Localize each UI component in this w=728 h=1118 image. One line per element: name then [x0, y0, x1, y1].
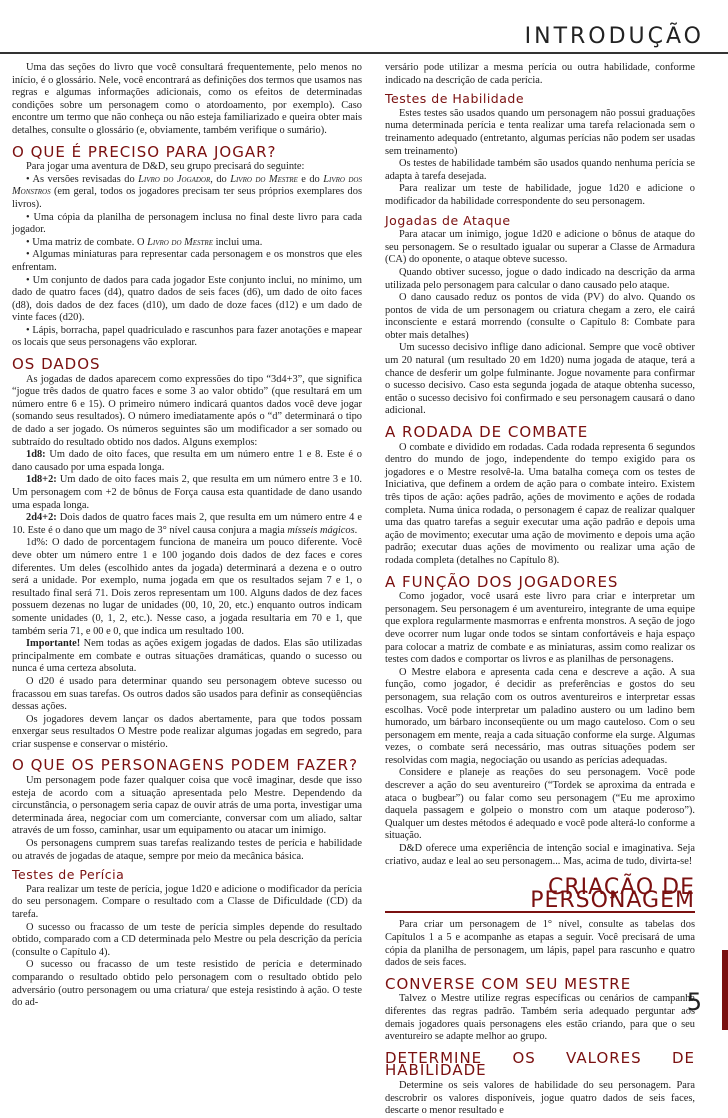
page-edge-bar [722, 950, 728, 1030]
dice-example: 1d8: Um dado de oito faces, que resulta em um número entre 1 e 8. Este é o dano causado por uma espada longa. [12, 449, 362, 473]
heading-what-characters-do: O QUE OS PERSONAGENS PODEM FAZER? [12, 756, 359, 775]
left-column [12, 62, 362, 1010]
paragraph: Os testes de habilidade também são usados quando nenhuma perícia se adapta à tarefa desejada. [385, 158, 695, 182]
paragraph: Para jogar uma aventura de D&D, seu grupo precisará do seguinte: [26, 161, 305, 173]
paragraph: Para criar um personagem de 1° nível, consulte as tabelas dos Capítulos 1 a 5 e acompanhe as etapas a seguir. Você precisará de uma cópia da planilha de personagem, um lápis, papel para rascunho e quatro dados de seis faces. [385, 919, 695, 969]
paragraph: Como jogador, você usará este livro para criar e interpretar um personagem. Seu personagem é um aventureiro, integrante de uma equipe que explora regularmente masmorras e enfrenta monstros. A seção de jogo deve ocorrer num lugar onde todos se sintam confortáveis e haja espaço para colocar a matriz de combate e as miniaturas, assim como realizar os testes com dados e comportar os livros e as planilhas de personagens. [385, 591, 695, 666]
paragraph: O dano causado reduz os pontos de vida (PV) do alvo. Quando os pontos de vida de um personagem ou criatura chegam a zero, ele cairá inconsciente e estará morrendo (consulte o Capítulo 8: Combate para obter mais detalhes) [385, 292, 695, 341]
paragraph: O Mestre elabora e apresenta cada cena e descreve a ação. A sua função, como jogador, é decidir as preferências e gostos do seu personagem, sua relação com os outros aventureiros e interpretar essas escolhas. Você pode interpretar um paladino austero ou um ladino bem humorado, um bárbaro inconseqüente ou um mago cauteloso. Com o seu personagem em mente, reaja a cada situação conforme ela surge. Algumas vezes, o combate será necessário, mas outras situações podem ser resolvidas com magia, negociação ou usando as perícias adequadas. [385, 666, 695, 766]
intro-paragraph: Uma das seções do livro que você consultará frequentemente, pelo menos no início, é o glossário. Nele, você encontrará as definições dos termos que usamos nas regras e algumas informações adicionais, como os efeitos de determinadas condições sobre um personagem como o atordoamento, por exemplo). Caso encontre um termo que não conheça ou não esteja familiarizado e queira obter mais detalhes, consulte o glossário (e, obviamente, também verifique o sumário). [12, 62, 362, 136]
paragraph: Os personagens cumprem suas tarefas realizando testes de perícia e habilidade ou através de jogadas de ataque, sempre por meio da mecânica básica. [12, 838, 362, 862]
heading-attack-rolls: Jogadas de Ataque [385, 212, 511, 228]
paragraph: 1d%: O dado de porcentagem funciona de maneira um pouco diferente. Você deve obter um número entre 1 e 100 jogando dois dados de dez faces e cores diferentes. Um deles (escolhido antes da jogada) determinará a dezena e o outro será a unidade. Por exemplo, numa jogada em que os resultados sejam 7 e 1, o resultado final será 71. Dois zeros representam um 100. Alguns dados de dez faces possuem dezenas no lugar de unidades (00, 10, 20, etc.) enquanto outros indicam somente unidades (0, 1, 2, etc.). Nesse caso, a jogada resultaria em 70 e 1, que também seria 71, e 00 e 0, que indica um resultado 100. [12, 537, 362, 637]
paragraph: As jogadas de dados aparecem como expressões do tipo “3d4+3”, que significa “jogue três dados de quatro faces e some 3 ao valor obtido” (que resultará em um número entre 6 e 15). O primeiro número indicará quantos dados você deve jogar (somando seus resultados). O número imediatamente após o “d” determinará o tipo de dado a ser jogado. Os números seguintes são um modificador a ser somado ou subtraído do resultado obtido nos dados. Alguns exemplos: [12, 373, 362, 448]
list-item: • As versões revisadas do Livro do Jogador, do Livro do Mestre e do Livro dos Monstros (em geral, todos os jogadores precisam ter seus próprios exemplares dos livros). [12, 173, 362, 210]
list-item: • Um conjunto de dados para cada jogador Este conjunto inclui, no mínimo, um dado de quatro faces (d4), quatro dados de seis faces (d6), um dado de oito faces (d8), dois dados de dez faces (d10), um dado de doze faces (d12) e um dado de vinte faces (d20). [12, 274, 362, 324]
header-rule [0, 52, 728, 54]
paragraph: Estes testes são usados quando um personagem não possui graduações numa determinada perícia e tenta realizar uma tarefa relacionada sem o treinamento adequado (entretanto, algumas perícias não podem ser usadas sem treinamento) [385, 107, 695, 157]
list-item: • Uma matriz de combate. O Livro do Mestre inclui uma. [26, 236, 263, 248]
paragraph: Para atacar um inimigo, jogue 1d20 e adicione o bônus de ataque do seu personagem. Se o resultado igualar ou superar a Classe de Armadura (CA) do oponente, o ataque obteve sucesso. [385, 229, 695, 266]
paragraph: Determine os seis valores de habilidade do seu personagem. Para descrobrir os valores disponíveis, jogue quatro dados de seis faces, descarte o menor resultado e [385, 1079, 695, 1117]
paragraph: Um sucesso decisivo inflige dano adicional. Sempre que você obtiver um 20 natural (um resultado 20 em 1d20) numa jogada de ataque, terá a chance de desferir um golpe fulminante. Jogue novamente para confirmar o sucesso decisivo. Caso esta segunda jogada de ataque obtenha sucesso, então o sucesso decisivo foi confirmado e seu personagem causará o dano adicional. [385, 342, 695, 417]
paragraph: Quando obtiver sucesso, jogue o dado indicado na descrição da arma utilizada pelo personagem para calcular o dano causado pelo ataque. [385, 266, 695, 291]
paragraph: Talvez o Mestre utilize regras específicas ou cenários de campanha diferentes das regras padrão. Também seria adequado perguntar aos demais jogadores quais personagens eles estão criando, para que o seu aventureiro se adapte melhor ao grupo. [385, 993, 695, 1043]
heading-what-need: O QUE É PRECISO PARA JOGAR? [12, 142, 277, 161]
paragraph: Para realizar um teste de habilidade, jogue 1d20 e adicione o modificador da habilidade correspondente do seu personagem. [385, 183, 695, 207]
paragraph: Um personagem pode fazer qualquer coisa que você imaginar, desde que isso esteja de acordo com a situação apresentada pelo Mestre. Dependendo da circunstância, o personagem seria capaz de ouvir atrás de uma porta, investigar uma determinada área, negociar com um comerciante, conversar com um aliado, saltar através de um fosso, caminhar, usar um equipamento ou atacar um inimigo. [12, 775, 362, 837]
list-item: • Algumas miniaturas para representar cada personagem e os monstros que eles enfrentam. [12, 249, 362, 273]
dice-example: 2d4+2: Dois dados de quatro faces mais 2, que resulta em um número entre 4 e 10. Este é o dano que um mago de 3° nível causa conjura a magia mísseis mágicos. [12, 512, 362, 536]
dice-example: 1d8+2: Um dado de oito faces mais 2, que resulta em um número entre 3 e 10. Um personagem com +2 de bônus de Força causa esta quantidade de dano usando uma espada longa. [12, 474, 362, 511]
paragraph: Para realizar um teste de perícia, jogue 1d20 e adicione o modificador da perícia do seu personagem. Compare o resultado com a Classe de Dificuldade (CD) da tarefa. [12, 883, 362, 920]
right-column [385, 62, 695, 1118]
heading-ability-checks: Testes de Habilidade [385, 91, 525, 107]
heading-character-creation: CRIAÇÃO DE PERSONAGEM [385, 882, 695, 913]
paragraph: Os jogadores devem lançar os dados abertamente, para que todos possam enxergar seus resultados O Mestre pode realizar algumas jogadas em segredo, para criar suspense e conservar o mistério. [12, 713, 362, 750]
paragraph: O combate e dividido em rodadas. Cada rodada representa 6 segundos dentro do mundo de jogo, independente do tempo exigido para os jogadores e o Mestre resolvê-la. Uma batalha começa com os testes de Iniciativa, que definem a ordem de ação para o combate inteiro. Existem três tipos de ação: ações padrão, ações de movimento e ações de rodada completa. Numa única rodada, o personagem é capaz de realizar qualquer uma das quatro tarefas a seguir executar uma ação padrão e depois uma ação de movimento; executar uma ação de movimento e depois uma ação padrão; executar duas ações de movimento ou realizar uma ação de rodada completa (detalhes no Capítulo 8). [385, 441, 695, 566]
paragraph: O d20 é usado para determinar quando seu personagem obteve sucesso ou fracassou em suas tarefas. Os outros dados são usados para definir as conseqüências dessas ações. [12, 675, 362, 713]
paragraph: versário pode utilizar a mesma perícia ou outra habilidade, conforme indicado na descrição de cada perícia. [385, 62, 695, 86]
heading-players-role: A FUNÇÃO DOS JOGADORES [385, 572, 619, 591]
heading-ability-scores: DETERMINE OS VALORES DE HABILIDADE [385, 1048, 695, 1080]
list-item: • Uma cópia da planilha de personagem inclusa no final deste livro para cada jogador. [12, 211, 362, 236]
page-header [0, 0, 728, 52]
paragraph: Considere e planeje as reações do seu personagem. Você pode descrever a ação do seu aventureiro (“Tordek se aproxima da entrada e ataca o bugbear”) ou falar como seu personagem (“Eu me aproximo daquela passagem e golpeio o monstro com um ataque poderoso”). Qualquer um destes métodos é adequado e você pode alterá-lo conforme a situação. [385, 767, 695, 842]
list-item: • Lápis, borracha, papel quadriculado e rascunhos para fazer anotações e mapear os locais que seus personagens vão explorar. [12, 324, 362, 349]
chapter-title: INTRODUÇÃO [524, 24, 704, 49]
paragraph: O sucesso ou fracasso de um teste de perícia simples depende do resultado obtido, comparado com a CD determinada pelo Mestre ou pela descrição da perícia (consulte o Capítulo 4). [12, 921, 362, 958]
heading-talk-to-dm: CONVERSE COM SEU MESTRE [385, 974, 632, 993]
paragraph: O sucesso ou fracasso de um teste resistido de perícia e determinado comparando o resultado obtido pelo personagem com o resultado obtido pelo adversário (outro personagem ou uma criatura/ que esteja resistindo à ação. O teste do ad- [12, 959, 362, 1009]
heading-skill-checks: Testes de Perícia [12, 867, 125, 883]
paragraph: D&D oferece uma experiência de intenção social e imaginativa. Seja criativo, audaz e leal ao seu personagem... Mas, acima de tudo, divirta-se! [385, 843, 695, 867]
paragraph: Importante! Nem todas as ações exigem jogadas de dados. Elas são utilizadas principalmente em combate e outras situações dramáticas, quando o sucesso ou nunca é uma certeza absoluta. [12, 638, 362, 675]
heading-combat-round: A RODADA DE COMBATE [385, 423, 589, 442]
page-number: 5 [686, 988, 702, 1016]
heading-dice: OS DADOS [12, 355, 101, 374]
